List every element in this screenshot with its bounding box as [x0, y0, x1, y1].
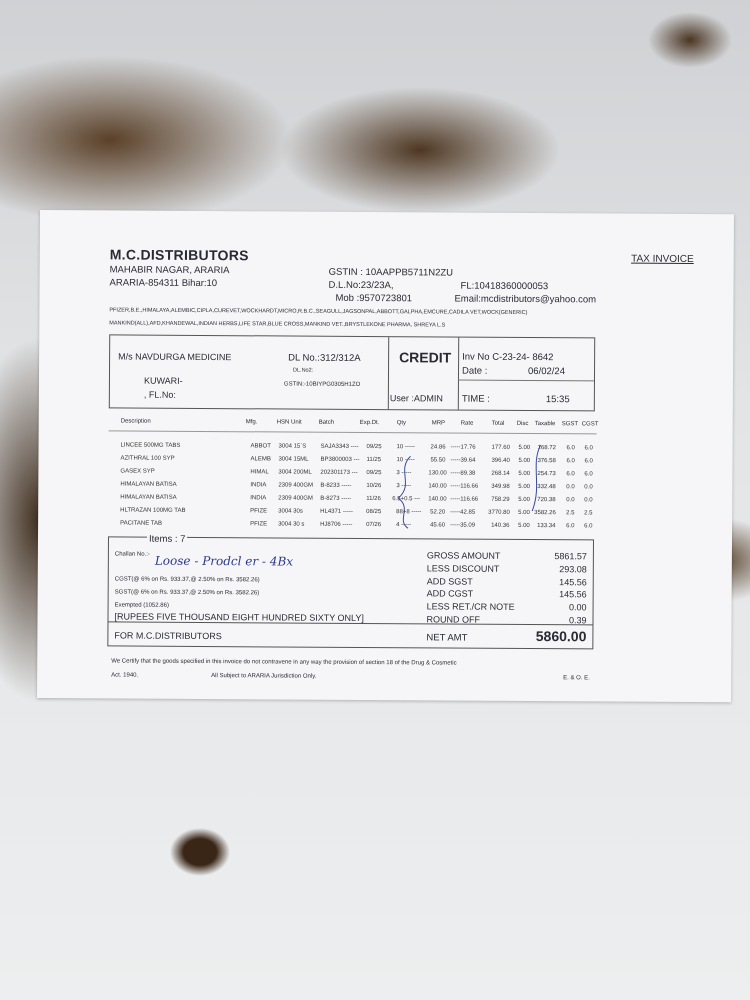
- payment-mode: CREDIT: [399, 349, 452, 366]
- table-row: PACITANE TAB PFIZE 3004 30 s HJ8706 ----- 07/26 4 ----- 45.60 -----35.09 140.36 5.00 133.34 6.0 6.0: [120, 520, 593, 530]
- col-batch: Batch: [318, 419, 335, 426]
- add-sgst-value: 145.56: [559, 576, 587, 587]
- party-gstin: GSTIN:-10BIYPG0305H1ZO: [283, 381, 361, 388]
- challan-no: Challan No.:-: [114, 551, 150, 558]
- col-mrp: MRP: [431, 420, 446, 427]
- firm-fl-no: FL:10418360000053: [460, 280, 549, 293]
- table-row: HIMALAYAN BATISA INDIA 2309 400GM B-8273 ----- 11/26 6.5+0.5 --- 140.00 -----116.66 758.29 5.00 720.38 0.0 0.0: [120, 494, 593, 504]
- firm-address-1: MAHABIR NAGAR, ARARIA: [109, 264, 230, 277]
- brands-line-1: PFIZER,B.E.,HIMALAYA,ALEMBIC,CIPLA,CUREVET,WOCKHARDT,MICRO,R.B.C.,SEAGULL,JAGSONPAL,ABBOTT,GALPHA,EMCURE,CADILA VET,WOCK(GENERIC): [109, 307, 528, 316]
- handwritten-note: Loose - Prodcl er - 4Bx: [154, 553, 294, 569]
- less-return-value: 0.00: [569, 602, 587, 613]
- firm-gstin: GSTIN : 10AAPPB5711N2ZU: [328, 266, 454, 279]
- col-disc: Disc: [516, 420, 529, 427]
- jurisdiction-text: All Subject to ARARIA Jurisdiction Only.: [211, 673, 317, 680]
- table-row: AZITHRAL 100 SYP ALEMB 3004 15ML BP3800003 --- 11/25 10 ----- 55.50 -----39.64 396.40 5.00 376.58 6.0 6.0: [120, 455, 593, 465]
- less-discount-value: 293.08: [559, 563, 587, 575]
- cgst-note: CGST(@ 6% on Rs. 933.37,@ 2.50% on Rs. 3582.26): [114, 576, 260, 584]
- invoice-number: Inv No C-23-24- 8642: [462, 351, 554, 364]
- firm-address-2: ARARIA-854311 Bihar:10: [109, 277, 218, 290]
- party-dl-no2: DL.No2:: [293, 367, 314, 374]
- table-row: HLTRAZAN 100MG TAB PFIZE 3004 30s HL4371 ----- 08/25 88+8 ----- 52.20 -----42.85 3770.80 5.00 3582.26 2.5 2.5: [120, 507, 593, 517]
- brands-line-2: MANKIND(ALL),AFD,KHANDEWAL,INDIAN HERBS,LIFE STAR,BLUE CROSS,MANKIND VET.,BRYSTLEKONE PHARMA, SHREYA L.S: [109, 320, 446, 329]
- sgst-note: SGST(@ 6% on Rs. 933.37,@ 2.50% on Rs. 3582.26): [114, 589, 260, 597]
- certification-act: Act. 1940.: [111, 672, 139, 679]
- col-hsn: HSN Unit: [276, 419, 302, 426]
- less-discount-label: LESS DISCOUNT: [426, 563, 500, 574]
- exempted-note: Exempted (1052.86): [114, 602, 169, 609]
- handwritten-tick-mark: [526, 441, 547, 531]
- col-exp: Exp.Dt.: [359, 419, 380, 427]
- time-label: TIME :: [461, 393, 490, 405]
- party-box: [109, 334, 595, 411]
- handwritten-bracket-mark: [388, 450, 418, 530]
- table-row: HIMALAYAN BATISA INDIA 2309 400GM B-8233 ----- 10/26 3 ----- 140.00 -----116.66 349.98 5.00 332.48 0.0 0.0: [120, 481, 593, 491]
- col-cgst: CGST: [581, 421, 599, 428]
- col-sgst: SGST: [561, 421, 579, 428]
- invoice-sheet: [37, 210, 734, 702]
- amount-in-words: [RUPEES FIVE THOUSAND EIGHT HUNDRED SIXTY ONLY]: [114, 611, 364, 623]
- net-amount-label: NET AMT: [426, 632, 468, 644]
- add-cgst-label: ADD CGST: [426, 588, 474, 600]
- round-off-label: ROUND OFF: [426, 614, 481, 625]
- col-rate: Rate: [460, 420, 474, 427]
- gross-amount-label: GROSS AMOUNT: [426, 550, 501, 561]
- table-row: GASEX SYP HIMAL 3004 200ML 202301173 --- 09/25 3 ----- 130.00 -----89.38 268.14 5.00 254.73 6.0 6.0: [120, 468, 593, 478]
- invoice-date-label: Date :: [461, 365, 488, 377]
- document-type: TAX INVOICE: [631, 253, 694, 265]
- eoe-text: E. & O. E.: [563, 675, 590, 682]
- firm-dl-no: D.L.No:23/23A,: [328, 279, 394, 292]
- round-off-value: 0.39: [568, 615, 587, 626]
- col-description: Description: [120, 418, 151, 425]
- col-taxable: Taxable: [534, 421, 556, 428]
- invoice-date: 06/02/24: [527, 365, 566, 378]
- user-label: User :ADMIN: [389, 393, 443, 404]
- col-total: Total: [491, 420, 505, 427]
- gross-amount-value: 5861.57: [554, 551, 587, 562]
- less-return-label: LESS RET./CR NOTE: [426, 601, 515, 613]
- party-place: KUWARI-: [143, 375, 183, 386]
- items-count: Items : 7: [148, 533, 186, 545]
- firm-email: Email:mcdistributors@yahoo.com: [454, 293, 597, 306]
- certification-text: We Certify that the goods specified in this invoice do not contravene in any way the provision of section 18 of the Drug & Cosmetic: [111, 658, 457, 667]
- add-sgst-label: ADD SGST: [426, 575, 473, 587]
- party-dl-no: DL No.:312/312A: [288, 352, 361, 364]
- totals-box: [107, 533, 594, 649]
- totals-values: [510, 550, 586, 627]
- firm-name: M.C.DISTRIBUTORS: [109, 246, 249, 264]
- net-amount-value: 5860.00: [535, 628, 587, 645]
- col-mfg: Mfg.: [245, 419, 258, 426]
- firm-mobile: Mob :9570723801: [335, 292, 413, 305]
- totals-labels: [426, 549, 514, 626]
- invoice-time: 15:35: [545, 394, 570, 406]
- party-fl-no: , FL.No:: [143, 389, 176, 400]
- add-cgst-value: 145.56: [559, 589, 587, 600]
- for-firm: FOR M.C.DISTRIBUTORS: [114, 630, 222, 642]
- party-name: M/s NAVDURGA MEDICINE: [118, 351, 232, 363]
- table-row: LINCEE 500MG TABS ABBOT 3004 15`S SAJA3343 ---- 09/25 10 ----- 24.86 -----17.76 177.60 5.00 168.72 6.0 6.0: [120, 442, 593, 452]
- col-qty: Qty: [396, 420, 407, 427]
